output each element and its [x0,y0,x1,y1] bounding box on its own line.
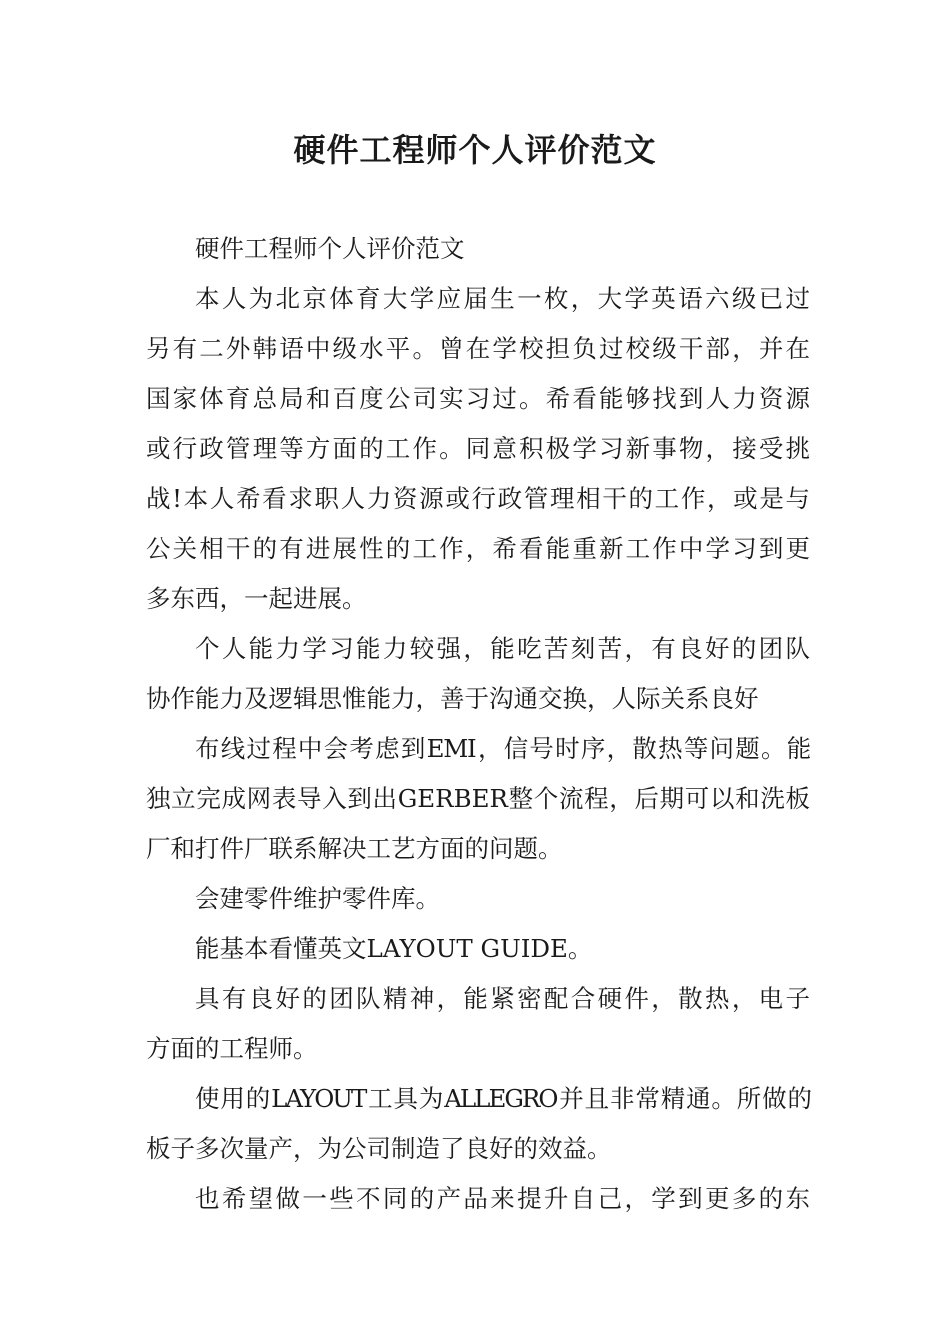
paragraph-line: 或行政管理等方面的工作。同意积极学习新事物，接受挑 [146,434,810,463]
paragraph-line: 硬件工程师个人评价范文 [195,234,465,263]
paragraph-line: 方面的工程师。 [146,1034,318,1063]
paragraph-tools [146,1074,810,1174]
paragraph-line: 也希望做一些不同的产品来提升自己，学到更多的东 [195,1184,810,1213]
paragraph-line: 个人能力学习能力较强，能吃苦刻苦，有良好的团队 [195,634,810,663]
paragraph-aspiration [146,1174,810,1224]
paragraph-line: 战!本人希看求职人力资源或行政管理相干的工作，或是与 [146,484,810,513]
document-body [146,224,810,1224]
paragraph-line: 协作能力及逻辑思惟能力，善于沟通交换，人际关系良好 [146,684,759,713]
paragraph-line: 布线过程中会考虑到EMI，信号时序，散热等问题。能 [195,734,810,763]
paragraph-line: 厂和打件厂联系解决工艺方面的问题。 [146,834,563,863]
paragraph-personal-ability [146,624,810,724]
paragraph-teamwork [146,974,810,1074]
paragraph-line: 本人为北京体育大学应届生一枚，大学英语六级已过 [195,284,810,313]
paragraph-line: 独立完成网表导入到出GERBER整个流程，后期可以和洗板 [146,784,810,813]
paragraph-self-introduction [146,274,810,624]
paragraph-component-library [146,874,810,924]
paragraph-line: 多东西，一起进展。 [146,584,367,613]
paragraph-line: 板子多次量产，为公司制造了良好的效益。 [146,1134,612,1163]
paragraph-line: 能基本看懂英文LAYOUT GUIDE。 [195,934,593,963]
paragraph-line: 使用的LAYOUT工具为ALLEGRO并且非常精通。所做的 [195,1084,810,1113]
paragraph-layout-guide [146,924,810,974]
paragraph-line: 国家体育总局和百度公司实习过。希看能够找到人力资源 [146,384,810,413]
paragraph-layout-skills [146,724,810,874]
paragraph-subtitle [146,224,810,274]
page-title: 硬件工程师个人评价范文 [293,131,657,169]
paragraph-line: 会建零件维护零件库。 [195,884,440,913]
paragraph-line: 公关相干的有进展性的工作，希看能重新工作中学习到更 [146,534,810,563]
paragraph-line: 另有二外韩语中级水平。曾在学校担负过校级干部，并在 [146,334,810,363]
paragraph-line: 具有良好的团队精神，能紧密配合硬件，散热，电子 [195,984,810,1013]
